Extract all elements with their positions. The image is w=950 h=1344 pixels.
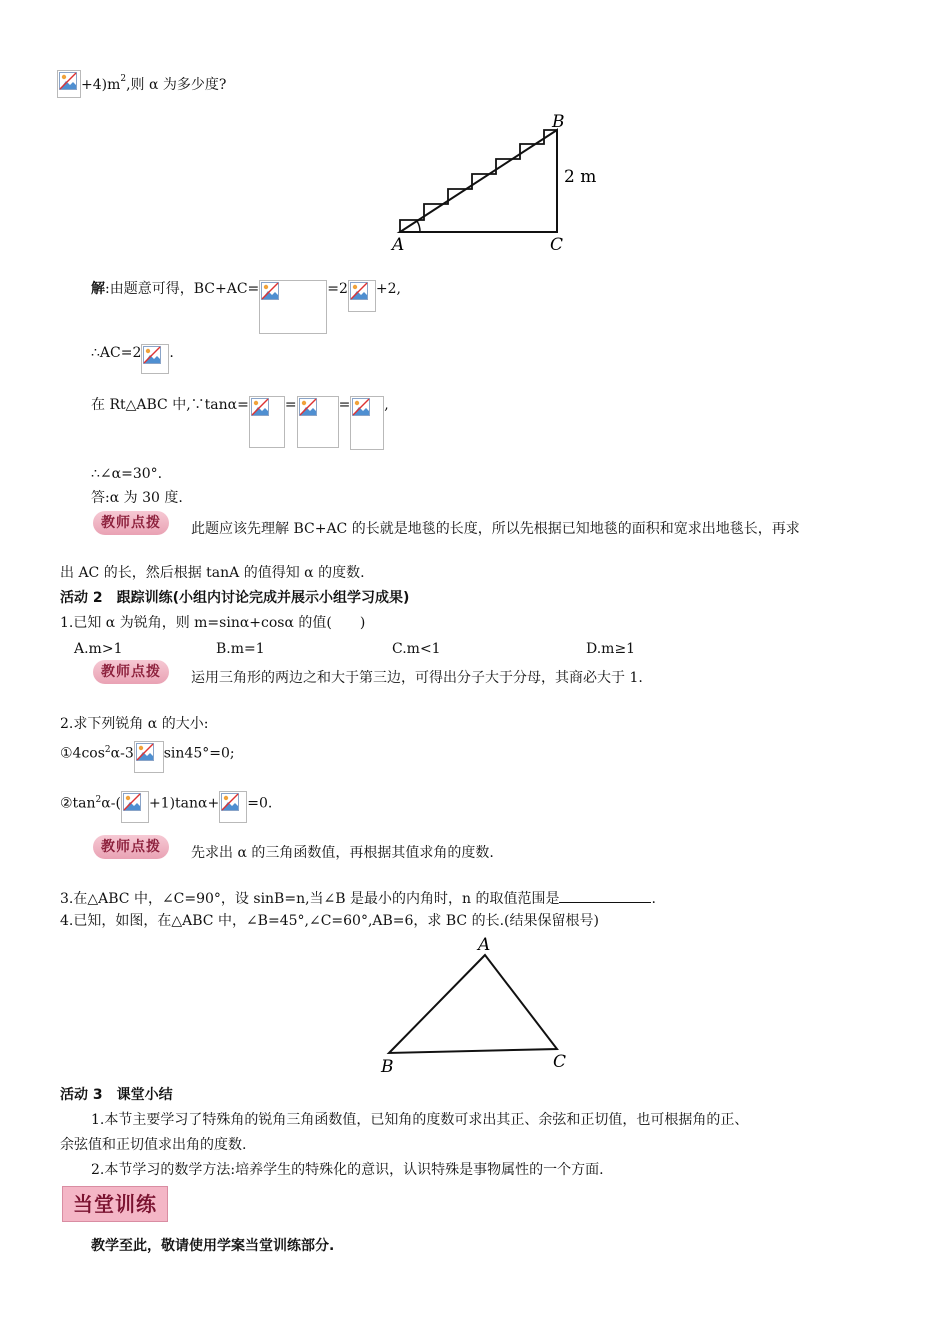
teacher-tip-badge: 教师点拨 [93, 511, 169, 535]
angle-alpha-arc [417, 221, 420, 232]
image-placeholder-icon [249, 396, 285, 448]
image-placeholder-icon [350, 396, 384, 450]
teacher-tip-badge: 教师点拨 [93, 660, 169, 684]
question-continuation: $+4)m^2$,则 α 为多少度? [57, 70, 226, 98]
closing-note: 教学至此，敬请使用学案当堂训练部分. [91, 1238, 335, 1254]
option-a: A.m>1 [74, 641, 123, 657]
solution-line-4: ∴∠α=30°. [91, 466, 163, 482]
teacher-tip-text: 先求出 α 的三角函数值，再根据其值求角的度数. [191, 845, 494, 861]
question-4: 4.已知，如图，在△ABC 中，∠B=45°,∠C=60°,AB=6，求 BC 的长.(结果保留根号) [60, 913, 599, 929]
image-placeholder-icon [134, 741, 164, 773]
teacher-tip-text-cont: 出 AC 的长，然后根据 tanA 的值得知 α 的度数. [60, 565, 365, 581]
label-b: B [552, 112, 565, 132]
summary-1-cont: 余弦值和正切值求出角的度数. [60, 1137, 247, 1153]
summary-2: 2.本节学习的数学方法:培养学生的特殊化的意识，认识特殊是事物属性的一个方面. [91, 1162, 604, 1178]
question-2-part-1: $①4\cos^2\alpha-3$ sin45°=0; [60, 741, 235, 773]
question-2-stem: 2.求下列锐角 α 的大小: [60, 716, 209, 732]
image-placeholder-icon [141, 344, 169, 374]
label-a: A [478, 935, 491, 955]
question-2-part-2: $②\tan^2\alpha-$( +1)tanα+ =0. [60, 791, 272, 823]
label-c: C [553, 1052, 567, 1072]
image-placeholder-icon [121, 791, 149, 823]
triangle-abc [389, 955, 557, 1053]
question-3: 3.在△ABC 中，∠C=90°，设 sinB=n,当∠B 是最小的内角时，n 的取值范围是 . [60, 888, 656, 908]
image-placeholder-icon [259, 280, 327, 334]
teacher-tip-text: 此题应该先理解 BC+AC 的长就是地毯的长度，所以先根据已知地毯的面积和宽求出地毯长，再求 [191, 521, 800, 537]
answer-blank[interactable] [559, 888, 651, 903]
image-placeholder-icon [348, 280, 376, 312]
solution-line-2: ∴AC=2 . [91, 344, 174, 374]
label-b: B [381, 1057, 394, 1077]
label-a: A [392, 235, 405, 255]
teacher-tip-text: 运用三角形的两边之和大于第三边，可得出分子大于分母，其商必大于 1. [191, 670, 643, 686]
section-header-practice: 当堂训练 [62, 1186, 168, 1222]
label-height: 2 m [564, 167, 597, 187]
option-d: D.m≥1 [586, 641, 636, 657]
triangle-figure [375, 935, 585, 1077]
label-c: C [550, 235, 564, 255]
activity-3-title: 活动 3 课堂小结 [60, 1087, 173, 1103]
image-placeholder-icon [219, 791, 247, 823]
question-1-stem: 1.已知 α 为锐角，则 m=sinα+cosα 的值( ) [60, 615, 366, 631]
staircase-figure [380, 110, 610, 255]
activity-2-title: 活动 2 跟踪训练(小组内讨论完成并展示小组学习成果) [60, 590, 410, 606]
solution-line-3: 在 Rt△ABC 中,∵tanα= = = , [91, 396, 389, 450]
image-placeholder-icon [57, 70, 81, 98]
solution-line-1: 解:由题意可得，BC+AC= =2 +2, [91, 280, 401, 334]
solution-answer: 答:α 为 30 度. [91, 490, 183, 506]
summary-1: 1.本节主要学习了特殊角的锐角三角函数值，已知角的度数可求出其正、余弦和正切值，也可根据角的正、 [91, 1112, 749, 1128]
image-placeholder-icon [297, 396, 339, 448]
teacher-tip-badge: 教师点拨 [93, 835, 169, 859]
option-b: B.m=1 [216, 641, 265, 657]
option-c: C.m<1 [392, 641, 441, 657]
